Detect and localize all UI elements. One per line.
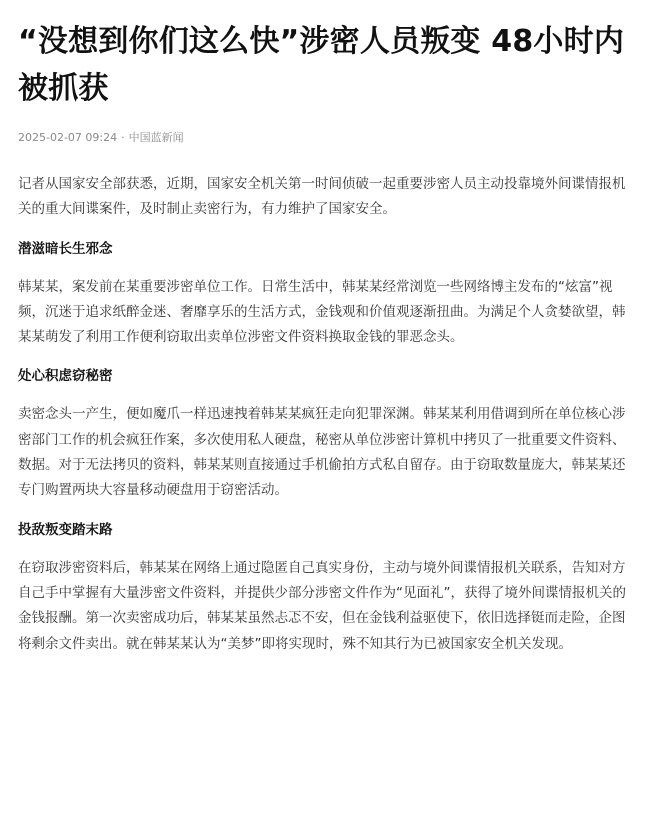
news-source: 中国蓝新闻 bbox=[128, 131, 184, 144]
section-heading: 处心积虑窃秘密 bbox=[18, 368, 113, 385]
section-heading: 潜滋暗长生邪念 bbox=[18, 240, 113, 257]
section-heading: 投敌叛变踏末路 bbox=[18, 521, 113, 538]
article-meta bbox=[18, 130, 627, 146]
publish-date: 2025-02-07 09:24 bbox=[18, 131, 118, 144]
body-paragraph: 卖密念头一产生，便如魔爪一样迅速拽着韩某某疯狂走向犯罪深渊。韩某某利用借调到所在单位核心涉密部门工作的机会疯狂作案，多次使用私人硬盘，秘密从单位涉密计算机中拷贝了一批重要文件资料、数据。对于无法拷贝的资料，韩某某则直接通过手机偷拍方式私自留存。由于窃取数量庞大，韩某某还专门购置两块大容量移动硬盘用于窃密活动。 bbox=[18, 406, 626, 499]
body-paragraph: 在窃取涉密资料后，韩某某在网络上通过隐匿自己真实身份，主动与境外间谍情报机关联系，告知对方自己手中掌握有大量涉密文件资料，并提供少部分涉密文件作为“见面礼”，获得了境外间谍情报机关的金钱报酬。第一次卖密成功后，韩某某虽然忐忑不安，但在金钱利益驱使下，依旧选择铤而走险，企图将剩余文件卖出。就在韩某某认为“美梦”即将实现时，殊不知其行为已被国家安全机关发现。 bbox=[18, 559, 626, 652]
intro-paragraph: 记者从国家安全部获悉，近期，国家安全机关第一时间侦破一起重要涉密人员主动投靠境外间谍情报机关的重大间谍案件，及时制止卖密行为，有力维护了国家安全。 bbox=[18, 176, 626, 218]
article-body bbox=[18, 172, 627, 657]
body-paragraph: 韩某某，案发前在某重要涉密单位工作。日常生活中，韩某某经常浏览一些网络博主发布的“炫富”视频，沉迷于追求纸醉金迷、奢靡享乐的生活方式，金钱观和价值观逐渐扭曲。为满足个人贪婪欲望，韩某某萌发了利用工作便利窃取出卖单位涉密文件资料换取金钱的罪恶念头。 bbox=[18, 278, 626, 346]
article-title: “没想到你们这么快”涉密人员叛变 48小时内被抓获 bbox=[18, 24, 625, 106]
meta-separator: · bbox=[121, 131, 125, 144]
